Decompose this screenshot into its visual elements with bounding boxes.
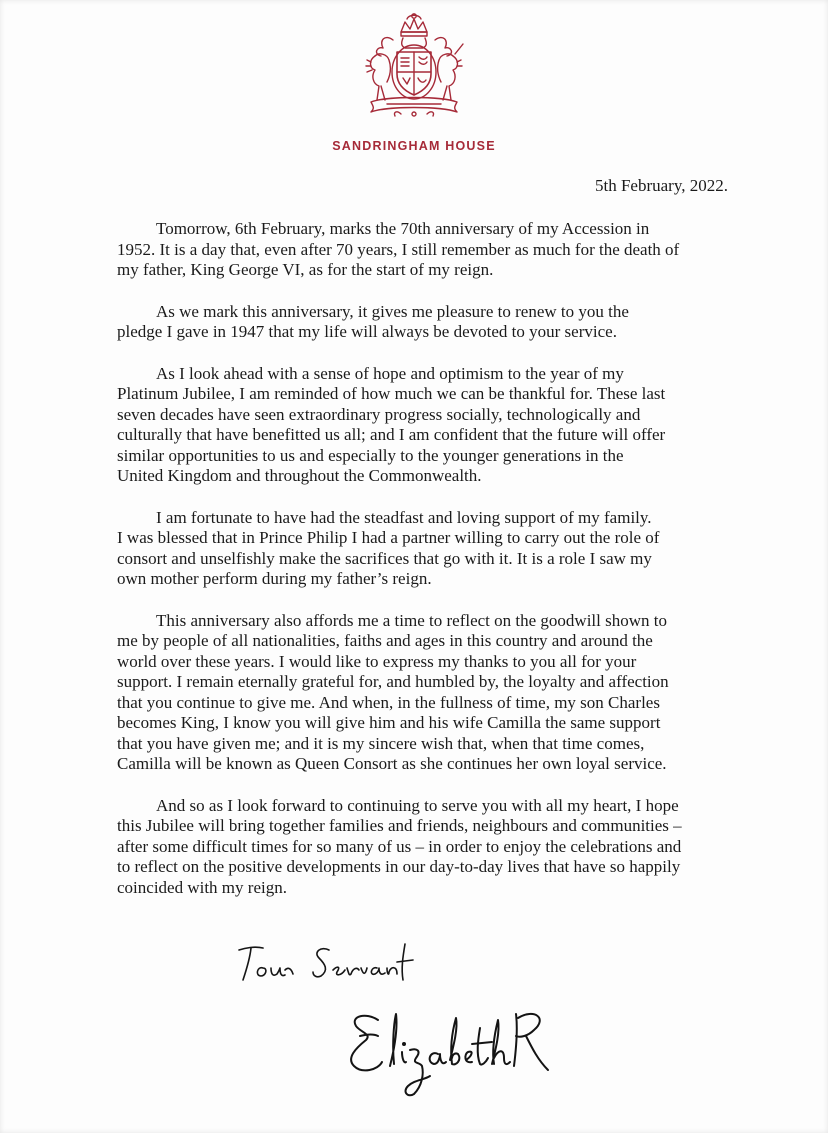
text-line: pledge I gave in 1947 that my life will always be devoted to your service.	[117, 322, 617, 341]
text-line: I was blessed that in Prince Philip I had a partner willing to carry out the role of	[117, 528, 660, 547]
royal-coat-of-arms-icon	[357, 10, 471, 122]
paragraph	[117, 796, 729, 899]
letter-body	[117, 219, 729, 919]
text-line: Platinum Jubilee, I am reminded of how much we can be thankful for. These last	[117, 384, 666, 403]
text-line: seven decades have seen extraordinary progress socially, technologically and	[117, 404, 641, 424]
paragraph	[117, 302, 729, 343]
text-line: my father, King George VI, as for the start of my reign.	[117, 260, 494, 279]
text-line: coincided with my reign.	[117, 877, 287, 897]
paragraph	[117, 611, 729, 775]
text-line: This anniversary also affords me a time to reflect on the goodwill shown to	[156, 610, 667, 630]
text-line: that you continue to give me. And when, in the fullness of time, my son Charles	[117, 692, 660, 712]
text-line: United Kingdom and throughout the Commonwealth.	[117, 466, 482, 485]
text-line: culturally that have benefitted us all; and I am confident that the future will offer	[117, 425, 666, 444]
text-line: similar opportunities to us and especially to the younger generations in the	[117, 445, 624, 465]
text-line: me by people of all nationalities, faiths and ages in this country and around the	[117, 631, 653, 650]
paragraph	[117, 364, 729, 487]
handwritten-closing	[233, 940, 423, 990]
letter-date: 5th February, 2022.	[595, 176, 728, 195]
text-line: support. I remain eternally grateful for, and humbled by, the loyalty and affection	[117, 672, 669, 691]
text-line: becomes King, I know you will give him and his wife Camilla the same support	[117, 713, 661, 732]
text-line: Tomorrow, 6th February, marks the 70th anniversary of my Accession in	[156, 219, 650, 238]
text-line: Camilla will be known as Queen Consort as she continues her own loyal service.	[117, 754, 667, 773]
letterhead-address: SANDRINGHAM HOUSE	[332, 139, 496, 153]
text-line: consort and unselfishly make the sacrifices that go with it. It is a role I saw my	[117, 548, 652, 568]
text-line: As I look ahead with a sense of hope and optimism to the year of my	[156, 363, 624, 383]
text-line: that you have given me; and it is my sincere wish that, when that time comes,	[117, 733, 645, 753]
text-line: to reflect on the positive developments in our day-to-day lives that have so happily	[117, 857, 681, 876]
paragraph	[117, 219, 729, 281]
text-line: after some difficult times for so many of us – in order to enjoy the celebrations and	[117, 836, 682, 856]
text-line: world over these years. I would like to express my thanks to you all for your	[117, 651, 637, 671]
text-line: this Jubilee will bring together families and friends, neighbours and communities –	[117, 816, 682, 835]
paragraph	[117, 508, 729, 590]
text-line: own mother perform during my father’s reign.	[117, 569, 432, 588]
text-line: I am fortunate to have had the steadfast and loving support of my family.	[156, 507, 652, 527]
text-line: 1952. It is a day that, even after 70 years, I still remember as much for the death of	[117, 239, 680, 259]
handwritten-signature	[338, 1000, 553, 1105]
text-line: And so as I look forward to continuing to serve you with all my heart, I hope	[156, 795, 679, 815]
text-line: As we mark this anniversary, it gives me pleasure to renew to you the	[156, 301, 629, 321]
